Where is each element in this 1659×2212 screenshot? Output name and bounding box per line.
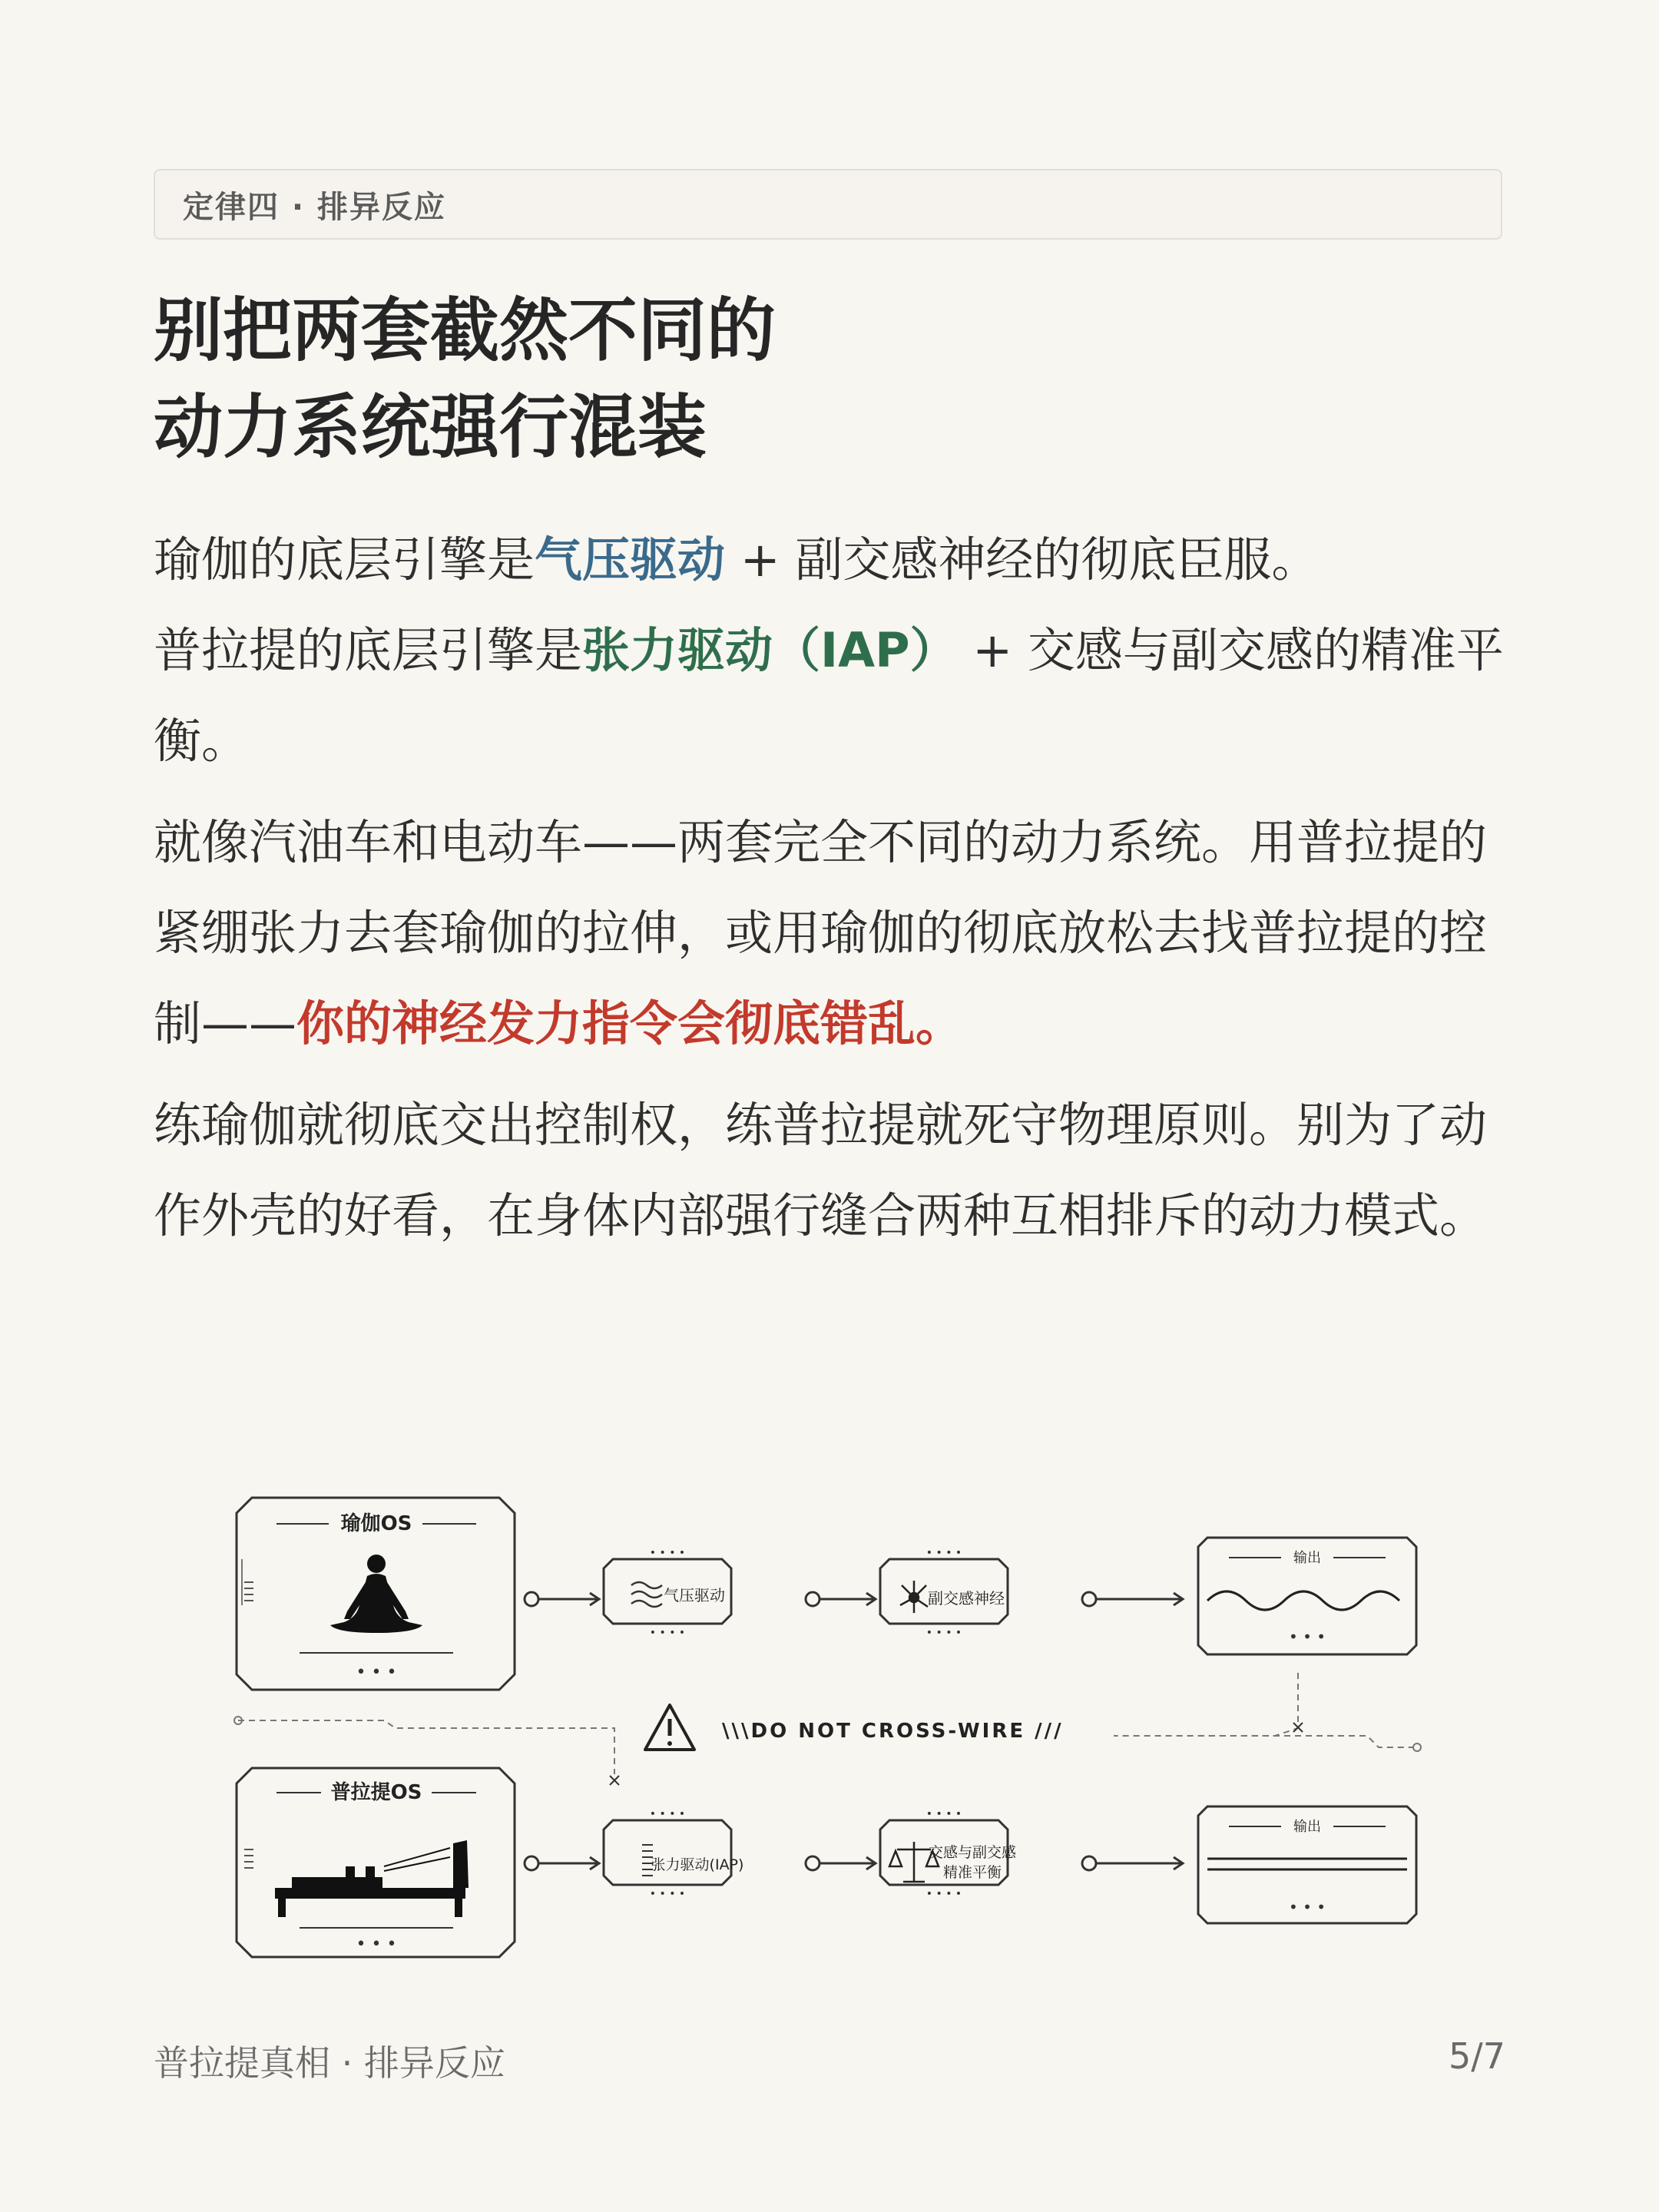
svg-text:• • • •: • • • •: [649, 1808, 686, 1820]
highlight-air-drive: 气压驱动: [535, 531, 726, 588]
pilates-os-label: 普拉提OS: [330, 1781, 422, 1804]
yoga-os-label: 瑜伽OS: [340, 1512, 412, 1535]
title-line-2: 动力系统强行混装: [154, 387, 707, 468]
yoga-figure-icon: [330, 1555, 422, 1633]
tension-drive-box: [604, 1820, 731, 1885]
highlight-warning: 你的神经发力指令会彻底错乱。: [296, 995, 964, 1051]
system-diagram: [230, 1482, 1444, 1966]
svg-text:• • • •: • • • •: [926, 1627, 962, 1639]
p1-text-2: + 副交感神经的彻底臣服。: [725, 531, 1320, 588]
footer-series-label: 普拉提真相 · 排异反应: [154, 2042, 505, 2084]
tension-drive-label: 张力驱动(IAP): [651, 1856, 744, 1873]
balance-label-2: 精准平衡: [942, 1864, 1002, 1881]
title-line-1: 别把两套截然不同的: [154, 290, 776, 371]
p1-text-4: + 交感与副交感的精准平衡。: [154, 622, 1504, 769]
highlight-tension-drive: 张力驱动（IAP）: [582, 622, 958, 678]
svg-text:• • • •: • • • •: [649, 1547, 686, 1559]
svg-text:• • • •: • • • •: [926, 1808, 962, 1820]
paragraph-analogy: [154, 797, 1513, 1069]
output-bottom-label: 输出: [1293, 1819, 1321, 1835]
air-waves-icon: [631, 1582, 662, 1607]
pilates-dots: • • •: [356, 1935, 397, 1954]
air-drive-label: 气压驱动: [664, 1586, 725, 1604]
p2-text: 就像汽油车和电动车——两套完全不同的动力系统。用普拉提的紧绷张力去套瑜伽的拉伸，或用瑜伽的彻底放松去找普拉提的控制——: [154, 814, 1488, 1051]
yoga-dots: • • •: [356, 1663, 397, 1682]
svg-text:• • • •: • • • •: [649, 1627, 686, 1639]
svg-text:• • • •: • • • •: [926, 1888, 962, 1900]
p3-text: 练瑜伽就彻底交出控制权，练普拉提就死守物理原则。别为了动作外壳的好看，在身体内部强行缝合两种互相排斥的动力模式。: [154, 1097, 1488, 1243]
svg-text:• • • •: • • • •: [649, 1888, 686, 1900]
output-top-label: 输出: [1293, 1550, 1321, 1566]
p1-text-3: 普拉提的底层引擎是: [154, 622, 583, 678]
parasympathetic-label: 副交感神经: [928, 1589, 1005, 1608]
balance-label-1: 交感与副交感: [928, 1844, 1017, 1861]
svg-text:• • •: • • •: [1288, 1628, 1326, 1646]
reformer-icon: [275, 1840, 469, 1917]
page-title: [154, 283, 1505, 476]
neuron-icon: [900, 1581, 928, 1613]
paragraph-engines: [154, 515, 1513, 786]
svg-text:• • • •: • • • •: [926, 1547, 962, 1559]
svg-text:• • •: • • •: [1288, 1898, 1326, 1916]
warning-text: \\\DO NOT CROSS-WIRE ///: [722, 1720, 1064, 1743]
p1-text-1: 瑜伽的底层引擎是: [154, 531, 535, 588]
warning-icon: [645, 1705, 694, 1750]
paragraph-advice: [154, 1080, 1513, 1261]
wave-output-icon: [1207, 1591, 1399, 1610]
flat-output-icon: [1207, 1859, 1407, 1869]
page-indicator: 5/7: [1448, 2035, 1505, 2077]
section-tag: 定律四 · 排异反应: [154, 169, 1502, 240]
article-body: [154, 515, 1513, 1261]
